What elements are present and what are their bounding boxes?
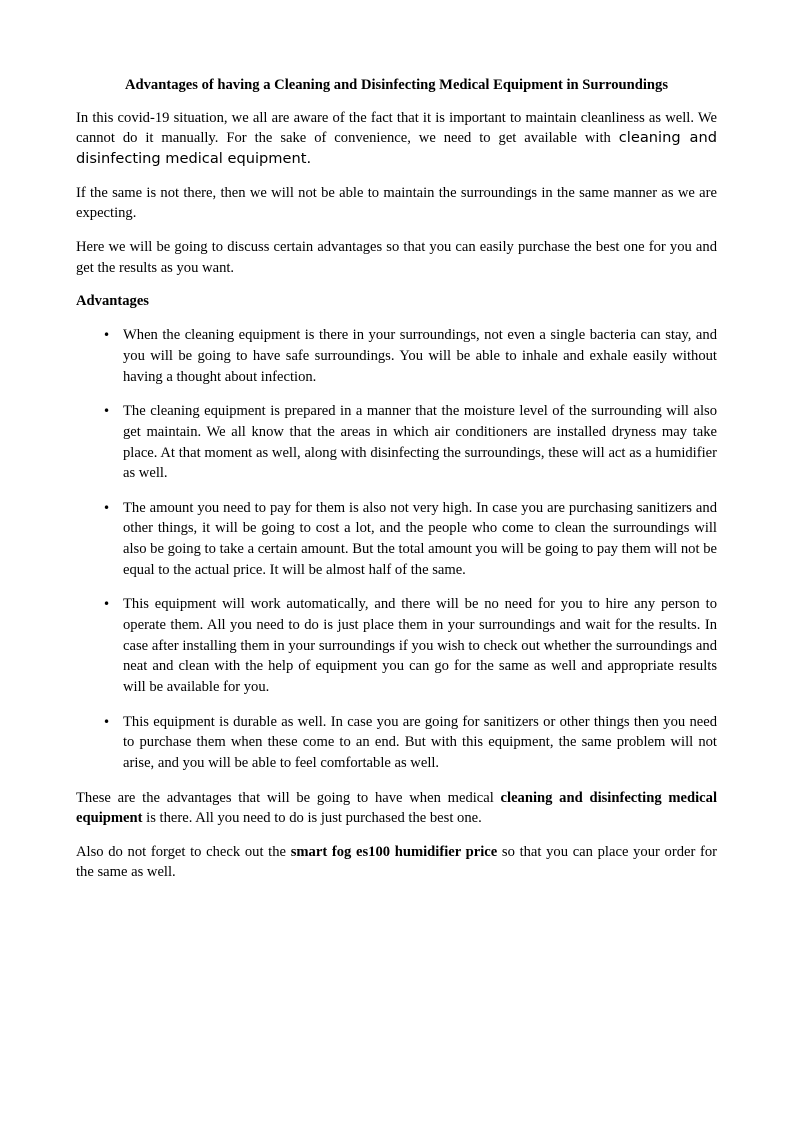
paragraph-2: If the same is not there, then we will not be able to maintain the surroundings in the same manner as we are expecting. <box>76 184 717 222</box>
closing-2-bold: smart fog es100 humidifier price <box>290 843 498 860</box>
list-item <box>76 325 717 387</box>
paragraph-3: Here we will be going to discuss certain advantages so that you can easily purchase the best one for you and get the results as you want. <box>76 238 717 276</box>
advantages-heading: Advantages <box>76 293 149 310</box>
list-item-text: The amount you need to pay for them is also not very high. In case you are purchasing sanitizers and other things, it will be going to cost a lot, and the people who come to clean the surroundings will also be going to take a certain amount. But the total amount you will be going to pay them will not be equal to the actual price. It will be almost half of the same. <box>123 499 717 578</box>
list-item <box>76 401 717 484</box>
intro-text: In this covid-19 situation, we all are aware of the fact that it is important to maintain cleanliness as well. We cannot do it manually. For the sake of convenience, we need to get available with <box>76 109 717 147</box>
bullet-icon: • <box>103 714 111 729</box>
bullet-icon: • <box>103 500 111 515</box>
list-item-text: This equipment will work automatically, and there will be no need for you to hire any person to operate them. All you need to do is just place them in your surroundings and wait for the results. In case after installing them in your surroundings if you wish to check out whether the surroundings and neat and clean with the help of equipment you can go for the same as well and appropriate results will be available for you. <box>123 596 717 696</box>
list-item-text: When the cleaning equipment is there in your surroundings, not even a single bacteria can stay, and you will be going to have safe surroundings. You will be able to inhale and exhale easily without having a thought about infection. <box>123 327 717 385</box>
list-item-text: The cleaning equipment is prepared in a manner that the moisture level of the surrounding will also get maintain. We all know that the areas in which air conditioners are installed dryness may take place. At that moment as well, along with disinfecting the surroundings, these will act as a humidifier as well. <box>123 403 717 482</box>
closing-2-text-before: Also do not forget to check out the <box>76 843 291 860</box>
closing-paragraph-2 <box>76 842 717 883</box>
intro-highlight: cleaning and disinfecting medical equipment <box>76 129 717 168</box>
bullet-icon: • <box>103 597 111 612</box>
closing-1-text-before: These are the advantages that will be going to have when medical <box>76 789 501 806</box>
intro-paragraph <box>76 108 717 170</box>
list-item-text: This equipment is durable as well. In case you are going for sanitizers or other things then you need to purchase them when these come to an end. But with this equipment, the same problem will not arise, and you will be able to feel comfortable as well. <box>123 713 717 772</box>
bullet-icon: • <box>103 328 111 343</box>
list-item <box>76 594 717 698</box>
intro-period: . <box>306 150 312 168</box>
closing-paragraph-1 <box>76 788 717 829</box>
list-item <box>76 712 717 774</box>
closing-1-text-after: is there. All you need to do is just purchased the best one. <box>142 810 482 827</box>
closing-1-bold: cleaning and disinfecting medical equipment <box>76 789 717 827</box>
list-item <box>76 498 717 581</box>
bullet-icon: • <box>103 404 111 419</box>
document-title: Advantages of having a Cleaning and Disinfecting Medical Equipment in Surroundings <box>124 77 669 93</box>
closing-2-text-after: so that you can place your order for the same as well. <box>76 843 718 881</box>
advantages-list <box>76 325 717 774</box>
